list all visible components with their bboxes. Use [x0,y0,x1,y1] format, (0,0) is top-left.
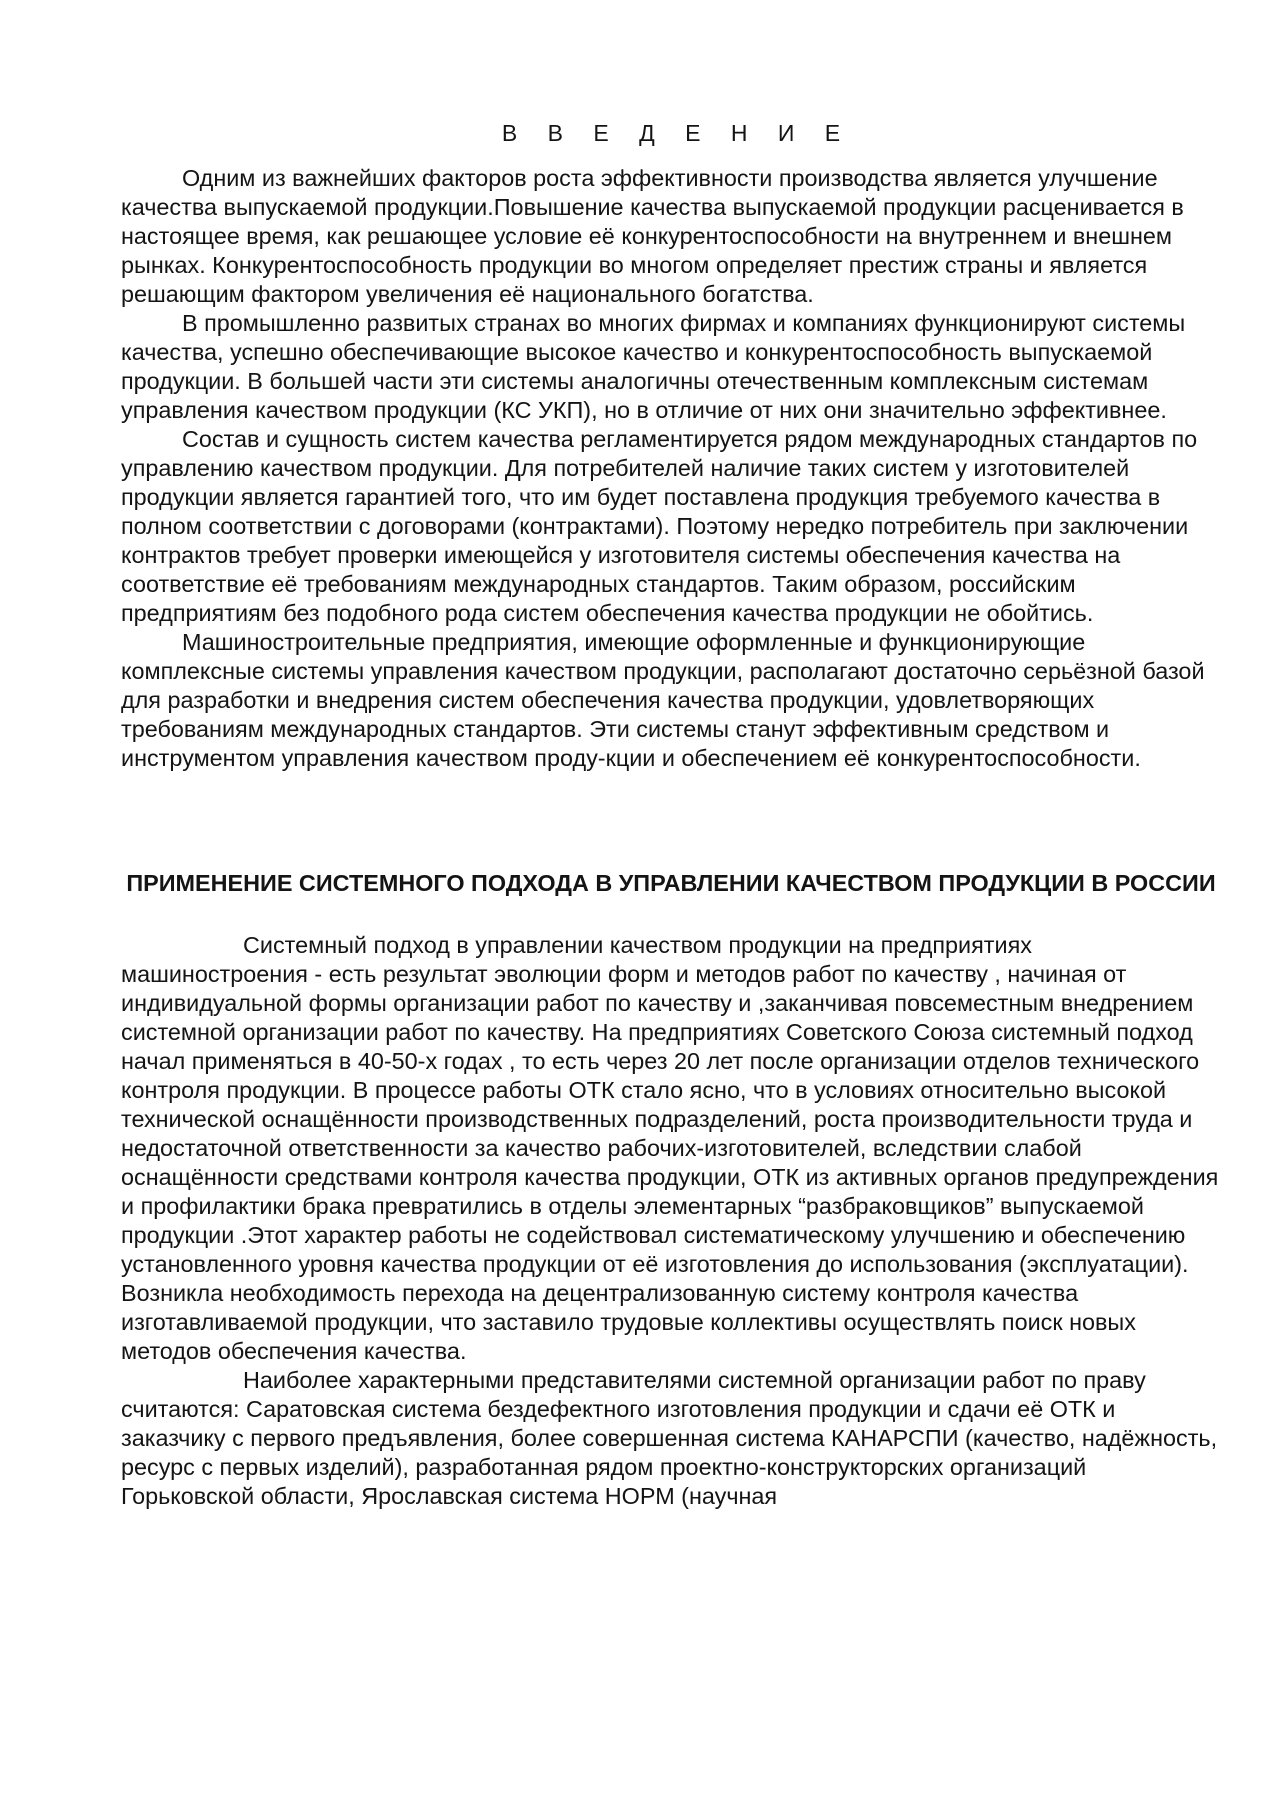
page-title: В В Е Д Е Н И Е [501,120,853,146]
intro-paragraph-3: Состав и сущность систем качества регламентируется рядом международных стандартов по управлению качеством продукции. Для потребителей наличие таких систем у изготовителей продукции является гарантией того, что им будет поставлена продукция требуемого качества в полном соответствии с договорами (контрактами). Поэтому нередко потребитель при заключении контрактов требует проверки имеющейся у изготовителя системы обеспечения качества на соответствие её требованиям международных стандартов. Таким образом, российским предприятиям без подобного рода систем обеспечения качества продукции не обойтись. [121,426,1198,626]
intro-paragraph-2: В промышленно развитых странах во многих фирмах и компаниях функционируют системы качества, успешно обеспечивающие высокое качество и конкурентоспособность выпускаемой продукции. В большей части эти системы аналогичны отечественным комплексным системам управления качеством продукции (КС УКП), но в отличие от них они значительно эффективнее. [121,310,1186,423]
heading-spacer [121,898,1221,931]
section-spacer [121,773,1221,868]
intro-paragraph-4: Машиностроительные предприятия, имеющие оформленные и функционирующие комплексные системы управления качеством продукции, располагают достаточно серьёзной базой для разработки и внедрения систем обеспечения качества продукции, удовлетворяющих требованиям международных стандартов. Эти системы станут эффективным средством и инструментом управления качеством проду-кции и обеспечением её конкурентоспособности. [121,629,1205,771]
intro-paragraph-1: Одним из важнейших факторов роста эффективности производства является улучшение качества выпускаемой продукции.Повышение качества выпускаемой продукции расценивается в настоящее время, как решающее условие её конкурентоспособности на внутреннем и внешнем рынках. Конкурентоспособность продукции во многом определяет престиж страны и является решающим фактором увеличения её национального богатства. [121,165,1184,307]
section-heading: ПРИМЕНЕНИЕ СИСТЕМНОГО ПОДХОДА В УПРАВЛЕНИИ КАЧЕСТВОМ ПРОДУКЦИИ В РОССИИ [126,870,1216,896]
section-paragraph-1: Системный подход в управлении качеством продукции на предприятиях машиностроения - есть результат эволюции форм и методов работ по качеству , начиная от индивидуальной формы организации работ по качеству и ,заканчивая повсеместным внедрением системной организации работ по качеству. На предприятиях Советского Союза системный подход начал применяться в 40-50-х годах , то есть через 20 лет после организации отделов технического контроля продукции. В процессе работы ОТК стало ясно, что в условиях относительно высокой технической оснащённости производственных подразделений, роста производительности труда и недостаточной ответственности за качество рабочих-изготовителей, вследствии слабой оснащённости средствами контроля качества продукции, ОТК из активных органов предупреждения и профилактики брака превратились в отделы элементарных “разбраковщиков” выпускаемой продукции .Этот характер работы не содействовал систематическому улучшению и обеспечению установленного уровня качества продукции от её изготовления до использования (эксплуатации). Возникла необходимость перехода на децентрализованную систему контроля качества изготавливаемой продукции, что заставило трудовые коллективы осуществлять поиск новых методов обеспечения качества. [121,932,1219,1364]
document-body [121,118,1221,1511]
section-paragraph-2: Наиболее характерными представителями системной организации работ по праву считаются: Саратовская система бездефектного изготовления продукции и сдачи её ОТК и заказчику с первого предъявления, более совершенная система КАНАРСПИ (качество, надёжность, ресурс с первых изделий), разработанная рядом проектно-конструкторских организаций Горьковской области, Ярославская система НОРМ (научная [121,1367,1218,1509]
